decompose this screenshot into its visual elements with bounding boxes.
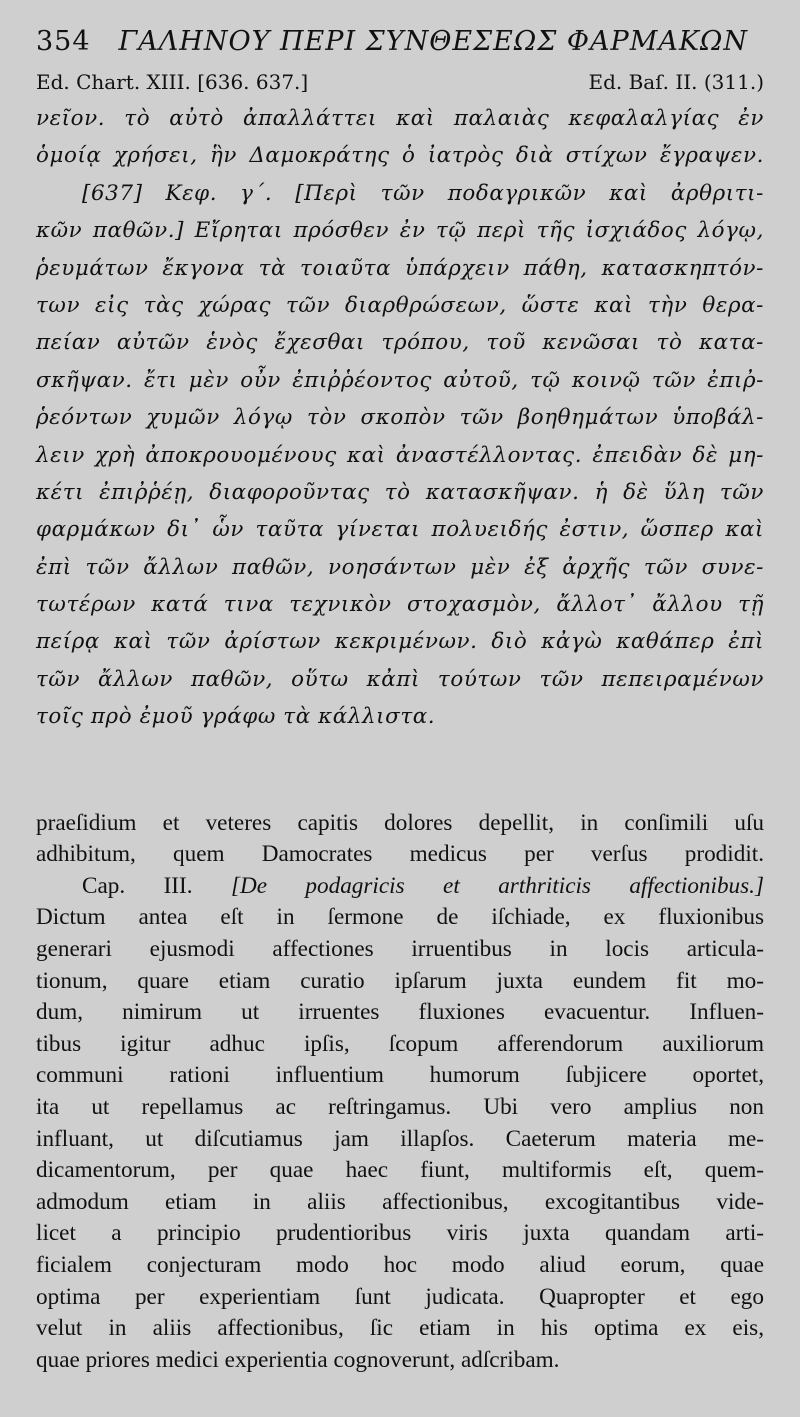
latin-text-block [36,808,764,1377]
page-number: 354 [36,26,91,57]
latin-line: admodum etiam in aliis affectionibus, excogitantibus vide- [36,1188,764,1215]
section-gap [36,736,764,808]
greek-line: κῶν παθῶν.] Εἴρηται πρόσθεν ἐν τῷ περὶ τῆς ἰσχιάδος λόγῳ, [36,218,764,244]
latin-line: dum, nimirum ut irruentes fluxiones evacuentur. Influen- [36,999,764,1026]
greek-line: τωτέρων κατά τινα τεχνικὸν στοχασμὸν, ἄλλοτ᾽ ἄλλου τῇ [36,592,764,618]
latin-line: quae priores medici experientia cognoverunt, adſcribam. [36,1346,560,1373]
latin-line: velut in aliis affectionibus, ſic etiam in his optima ex eis, [36,1315,764,1342]
greek-line: ῥεόντων χυμῶν λόγῳ τὸν σκοπὸν τῶν βοηθημάτων ὑποβάλ- [36,405,764,431]
greek-text-block [36,100,764,736]
greek-line: ῥευμάτων ἔκγονα τὰ τοιαῦτα ὑπάρχειν πάθη, κατασκηπτόν- [36,255,764,281]
latin-line: communi rationi influentium humorum ſubjicere oportet, [36,1062,764,1089]
greek-line: νεῖον. τὸ αὐτὸ ἀπαλλάττει καὶ παλαιὰς κεφαλαλγίας ἐν [36,106,764,131]
greek-chapter-heading-line: [637] Κεφ. γ΄. [Περὶ τῶν ποδαγρικῶν καὶ ἀρθριτι- [82,180,764,206]
chapter-label: Cap. III. [82,872,193,899]
greek-line: τῶν ἄλλων παθῶν, οὕτω κἀπὶ τούτων τῶν πεπειραμένων [36,666,764,692]
greek-line: ὁμοίᾳ χρήσει, ἣν Δαμοκράτης ὁ ἰατρὸς διὰ στίχων ἔγραψεν. [36,143,764,169]
greek-line: φαρμάκων δι᾽ ὧν ταῦτα γίνεται πολυειδής ἐστιν, ὥσπερ καὶ [36,517,764,543]
latin-line: praeſidium et veteres capitis dolores depellit, in conſimili uſu [36,809,764,836]
latin-line: ita ut repellamus ac reſtringamus. Ubi vero amplius non [36,1093,764,1120]
greek-line: πείαν αὐτῶν ἑνὸς ἔχεσθαι τρόπου, τοῦ κενῶσαι τὸ κατα- [36,330,764,356]
greek-line: λειν χρὴ ἀποκρουομένους καὶ ἀναστέλλοντας. ἐπειδὰν δὲ μη- [36,442,764,468]
latin-line: ficialem conjecturam modo hoc modo aliud eorum, quae [36,1251,764,1278]
latin-line: tionum, quare etiam curatio ipſarum juxta eundem fit mo- [36,967,764,994]
greek-line: σκῆψαν. ἔτι μὲν οὖν ἐπιῤῥέοντος αὐτοῦ, τῷ κοινῷ τῶν ἐπιῤ- [36,367,764,393]
greek-line: ἐπὶ τῶν ἄλλων παθῶν, νοησάντων μὲν ἐξ ἀρχῆς τῶν συνε- [36,554,764,580]
greek-line: κέτι ἐπιῤῥέῃ, διαφοροῦντας τὸ κατασκῆψαν. ἡ δὲ ὕλη τῶν [36,479,764,505]
edition-left: Ed. Chart. XIII. [636. 637.] [36,70,309,94]
latin-line: licet a principio prudentioribus viris juxta quandam arti- [36,1220,764,1247]
latin-line: dicamentorum, per quae haec fiunt, multiformis eſt, quem- [36,1157,764,1184]
latin-line: adhibitum, quem Damocrates medicus per verſus prodidit. [36,841,764,868]
chapter-title: [De podagricis et arthriticis affectionibus.] [230,872,764,899]
running-header [36,26,764,66]
latin-chapter-heading [36,871,764,903]
greek-line: πείρᾳ καὶ τῶν ἀρίστων κεκριμένων. διὸ κἀγὼ καθάπερ ἐπὶ [36,629,764,655]
latin-line: Dictum antea eſt in ſermone de iſchiade, ex fluxionibus [36,904,764,931]
latin-line: influant, ut diſcutiamus jam illapſos. Caeterum materia me- [36,1125,764,1152]
latin-line: tibus igitur adhuc ipſis, ſcopum afferendorum auxiliorum [36,1030,764,1057]
running-title: ΓΑΛΗΝΟΥ ΠΕΡΙ ΣΥΝΘΕΣΕΩΣ ΦΑΡΜΑΚΩΝ [118,26,749,57]
edition-reference-line [36,70,764,100]
latin-line: optima per experientiam ſunt judicata. Quapropter et ego [36,1283,764,1310]
latin-line: generari ejusmodi affectiones irruentibus in locis articula- [36,936,764,963]
greek-line: των εἰς τὰς χώρας τῶν διαρθρώσεων, ὥστε καὶ τὴν θερα- [36,292,764,318]
edition-right: Ed. Baſ. II. (311.) [588,70,764,94]
greek-line: τοῖς πρὸ ἐμοῦ γράφω τὰ κάλλιστα. [36,704,436,730]
